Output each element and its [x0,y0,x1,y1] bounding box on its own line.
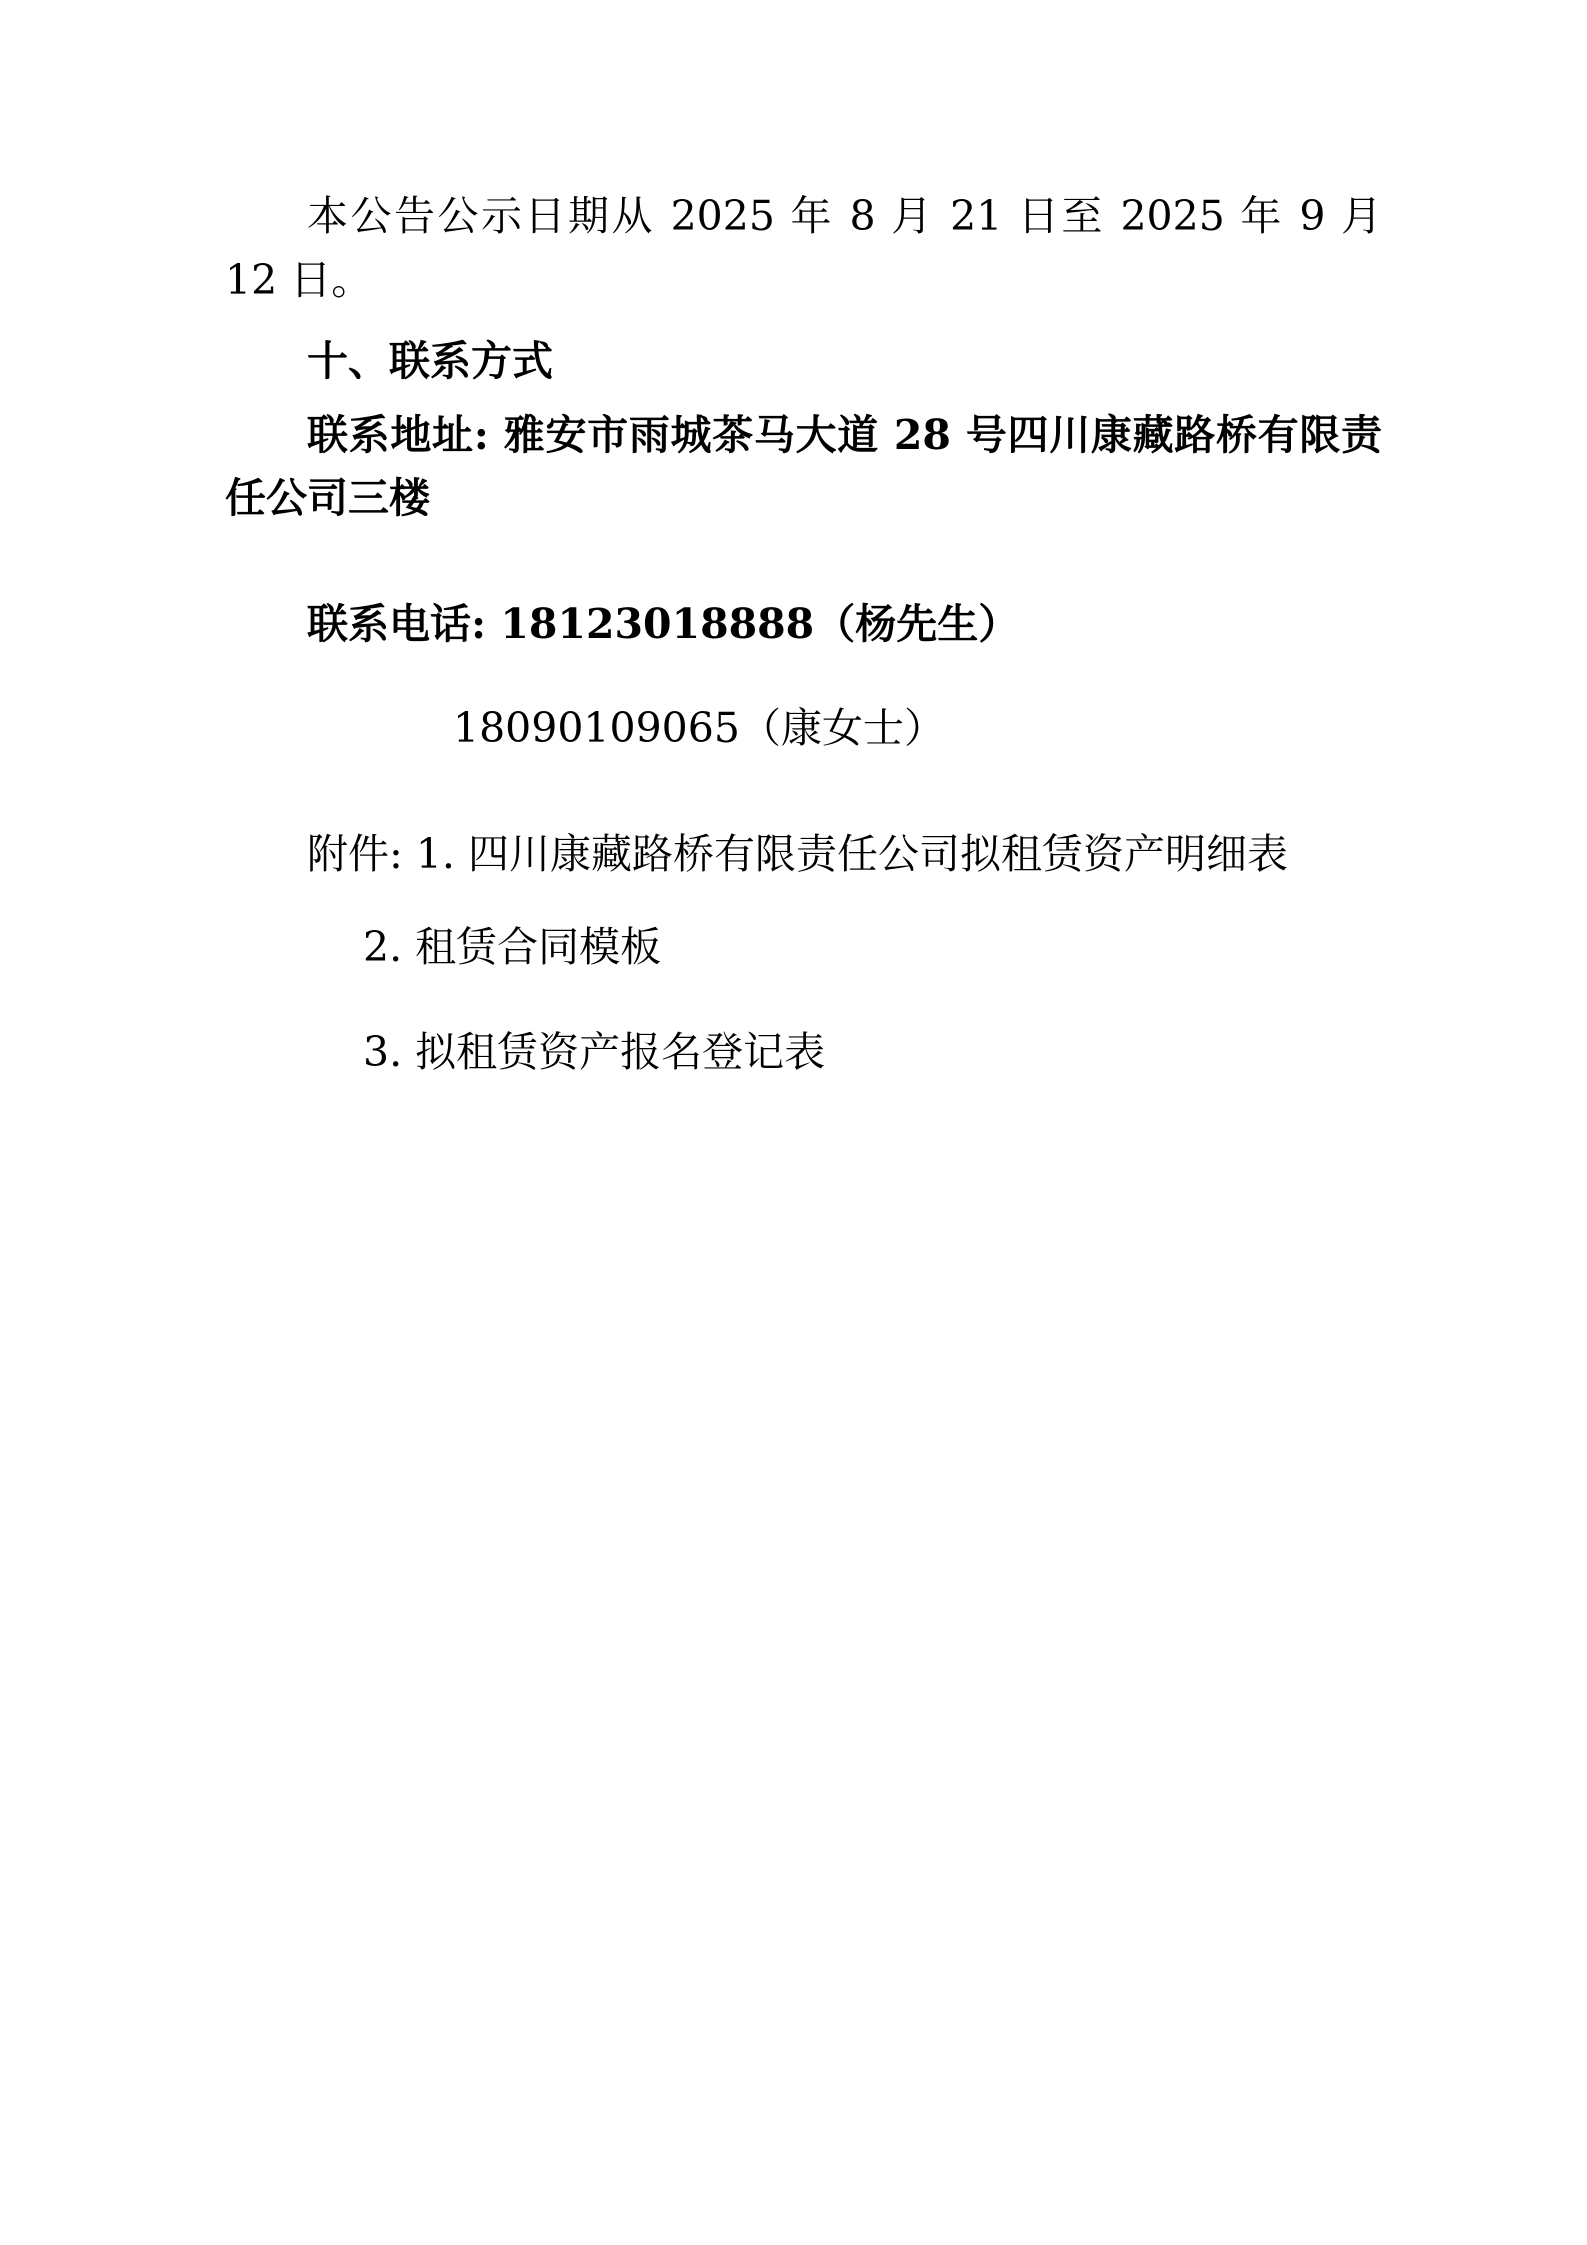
notice-period-paragraph: 本公告公示日期从 2025 年 8 月 21 日至 2025 年 9 月 12 日。 [225,192,1382,304]
attachments-line-1: 附件: 1. 四川康藏路桥有限责任公司拟租赁资产明细表 [307,829,1288,878]
attachments-line-3: 3. 拟租赁资产报名登记表 [363,1027,826,1076]
section-heading-contact: 十、联系方式 [307,337,553,386]
attachments-line-2: 2. 租赁合同模板 [363,923,662,972]
contact-phone-secondary: 18090109065（康女士） [453,704,945,753]
contact-phone-primary: 联系电话: 18123018888（杨先生） [307,599,1020,648]
contact-address-paragraph: 联系地址: 雅安市雨城茶马大道 28 号四川康藏路桥有限责任公司三楼 [225,410,1382,523]
